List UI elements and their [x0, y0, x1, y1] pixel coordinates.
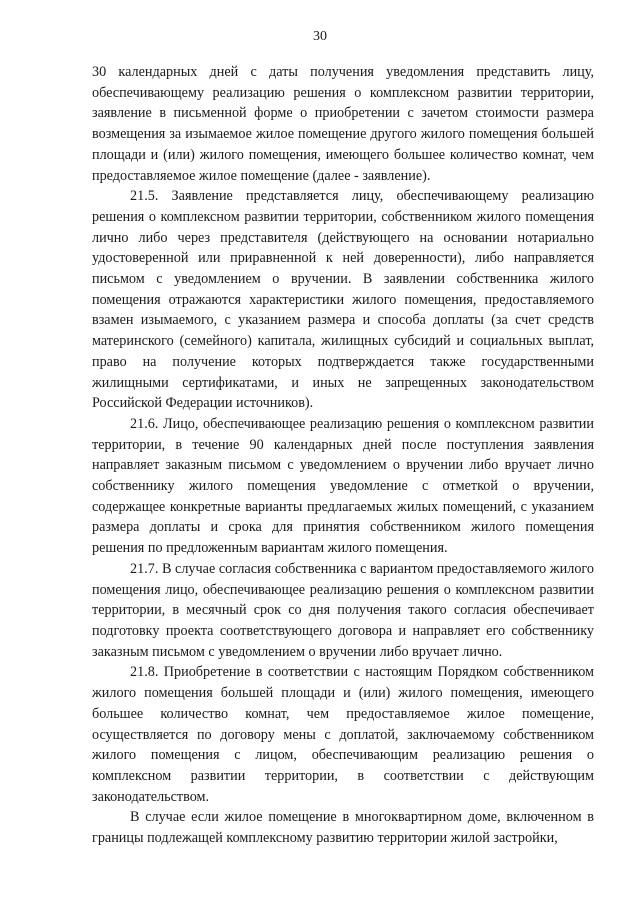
paragraph-apartment-case: В случае если жилое помещение в многоквартирном доме, включенном в границы подлежащей комплексному развитию территории жилой застройки, — [92, 809, 594, 847]
paragraph-21-6: 21.6. Лицо, обеспечивающее реализацию решения о комплексном развитии территории, в течение 90 календарных дней после поступления заявления направляет заказным письмом с уведомлением о вручении либо вручает лично собственнику жилого помещения уведомление с отметкой о вручении, содержащее конкретные варианты предлагаемых жилых помещений, с указанием размера доплаты и срока для принятия собственником жилого помещения решения по предложенным вариантам жилого помещения. — [92, 415, 594, 557]
paragraph-continuation: 30 календарных дней с даты получения уведомления представить лицу, обеспечивающему реализацию решения о комплексном развитии территории, заявление в письменной форме о приобретении с зачетом стоимости размера возмещения за изымаемое жилое помещение другого жилого помещения большей площади и (или) жилого помещения, имеющего большее количество комнат, чем предоставляемое жилое помещение (далее - заявление). — [92, 64, 594, 184]
document-body — [92, 62, 594, 849]
paragraph-21-8: 21.8. Приобретение в соответствии с настоящим Порядком собственником жилого помещения большей площади и (или) жилого помещения, имеющего большее количество комнат, чем предоставляемое жилое помещение, осуществляется по договору мены с доплатой, заключаемому собственником жилого помещения с лицом, обеспечивающим реализацию решения о комплексном развитии территории, в соответствии с действующим законодательством. — [92, 664, 594, 805]
paragraph-21-7: 21.7. В случае согласия собственника с вариантом предоставляемого жилого помещения лицо, обеспечивающее реализацию решения о комплексном развитии территории, в месячный срок со дня получения такого согласия обеспечивает подготовку проекта соответствующего договора и направляет его собственнику заказным письмом с уведомлением о вручении либо вручает лично. — [92, 560, 594, 660]
paragraph-21-5: 21.5. Заявление представляется лицу, обеспечивающему реализацию решения о комплексном развитии территории, собственником жилого помещения лично либо через представителя (действующего на основании нотариально удостоверенной или приравненной к ней доверенности), либо направляется письмом с уведомлением о вручении. В заявлении собственника жилого помещения отражаются характеристики жилого помещения, предоставляемого взамен изымаемого, с указанием размера и способа доплаты (за счет средств материнского (семейного) капитала, жилищных субсидий и социальных выплат, право на получение которых подтверждается также государственными жилищными сертификатами, и иных не запрещенных законодательством Российской Федерации источников). — [92, 188, 594, 412]
page-number: 30 — [313, 29, 327, 44]
